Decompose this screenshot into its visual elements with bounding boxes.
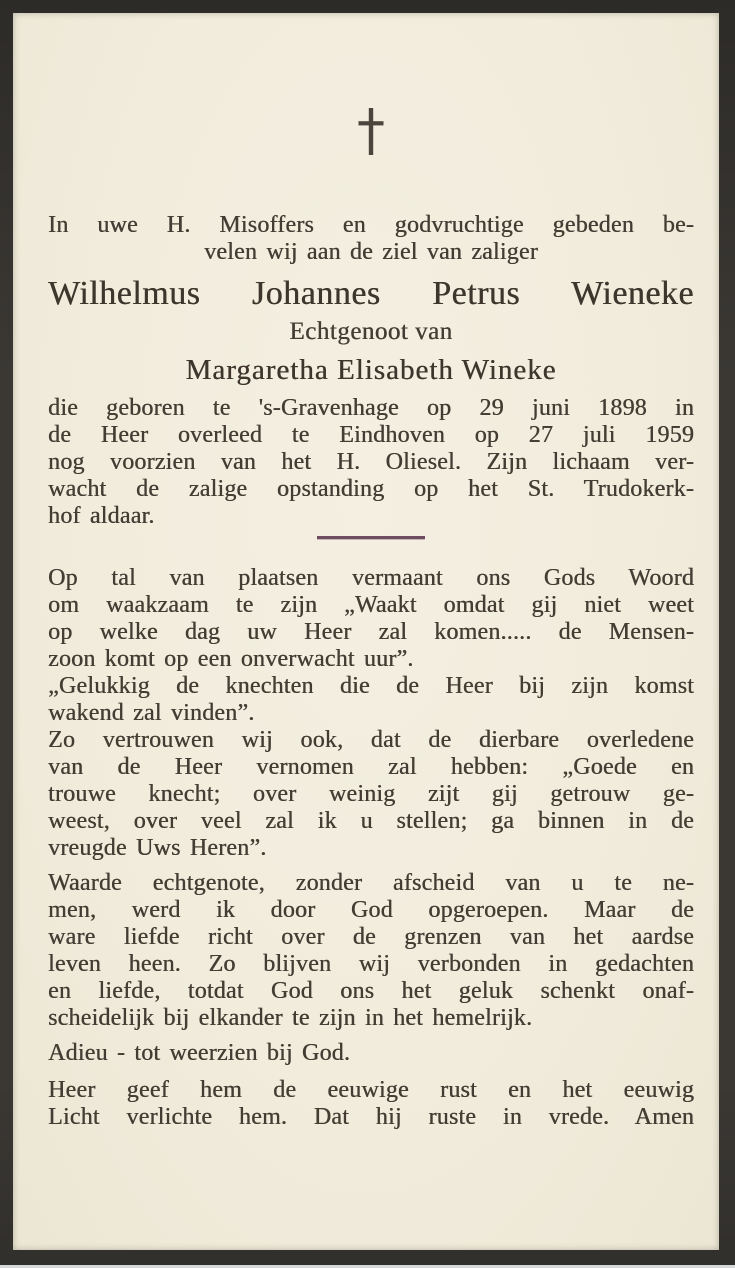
adieu-line [48,1040,694,1067]
text-line: In uwe H. Misoffers en godvruchtige gebeden be- [48,212,694,238]
relation-label: Echtgenoot van [289,318,453,345]
spouse-name: Margaretha Elisabeth Wineke [185,354,557,386]
text-line: velen wij aan de ziel van zaliger [204,239,538,265]
text-line: van de Heer vernomen zal hebben: „Goede en [48,754,694,780]
text-line: Zo vertrouwen wij ook, dat de dierbare overledene [48,727,694,753]
text-line: leven heen. Zo blijven wij verbonden in gedachten [48,951,694,977]
deceased-name [48,274,694,314]
text-line: men, werd ik door God opgeroepen. Maar de [48,897,694,923]
text-line: weest, over veel zal ik u stellen; ga binnen in de [48,808,694,834]
text-line: Heer geef hem de eeuwige rust en het eeuwig [48,1077,694,1103]
intro-text [48,212,694,266]
text-line: Wilhelmus Johannes Petrus Wieneke [48,275,694,312]
text-line: scheidelijk bij elkander te zijn in het hemelrijk. [48,1005,533,1031]
text-line: op welke dag uw Heer zal komen..... de Mensen- [48,619,694,645]
text-line: „Gelukkig de knechten die de Heer bij zijn komst [48,673,694,699]
text-line: om waakzaam te zijn „Waakt omdat gij niet weet [48,592,694,618]
text-line: die geboren te 's-Gravenhage op 29 juni 1898 in [48,395,694,421]
life-details-paragraph [48,395,694,530]
text-line: ware liefde richt over de grenzen van het aardse [48,924,694,950]
prayer-paragraph [48,1077,694,1131]
section-divider [317,536,425,539]
text-line: Op tal van plaatsen vermaant ons Gods Woord [48,565,694,591]
text-line: wakend zal vinden”. [48,700,255,726]
text-line: en liefde, totdat God ons het geluk schenkt onaf- [48,978,694,1004]
text-line: Adieu - tot weerzien bij God. [48,1040,351,1066]
text-line: de Heer overleed te Eindhoven op 27 juli 1959 [48,422,694,448]
meditation-blessed-paragraph [48,673,694,727]
text-line: zoon komt op een onverwacht uur”. [48,646,414,672]
text-line: nog voorzien van het H. Oliesel. Zijn lichaam ver- [48,449,694,475]
farewell-message-paragraph [48,870,694,1032]
text-line: trouwe knecht; over weinig zijt gij getrouw ge- [48,781,694,807]
text-line: vreugde Uws Heren”. [48,835,267,861]
meditation-gods-word-paragraph [48,565,694,673]
meditation-trust-paragraph [48,727,694,862]
text-line: wacht de zalige opstanding op het St. Trudokerk- [48,476,694,502]
memorial-card [13,13,719,1250]
latin-cross-icon [48,108,694,155]
text-line: Licht verlichte hem. Dat hij ruste in vrede. Amen [48,1104,694,1130]
text-line: Waarde echtgenote, zonder afscheid van u te ne- [48,870,694,896]
text-line: hof aldaar. [48,503,155,529]
